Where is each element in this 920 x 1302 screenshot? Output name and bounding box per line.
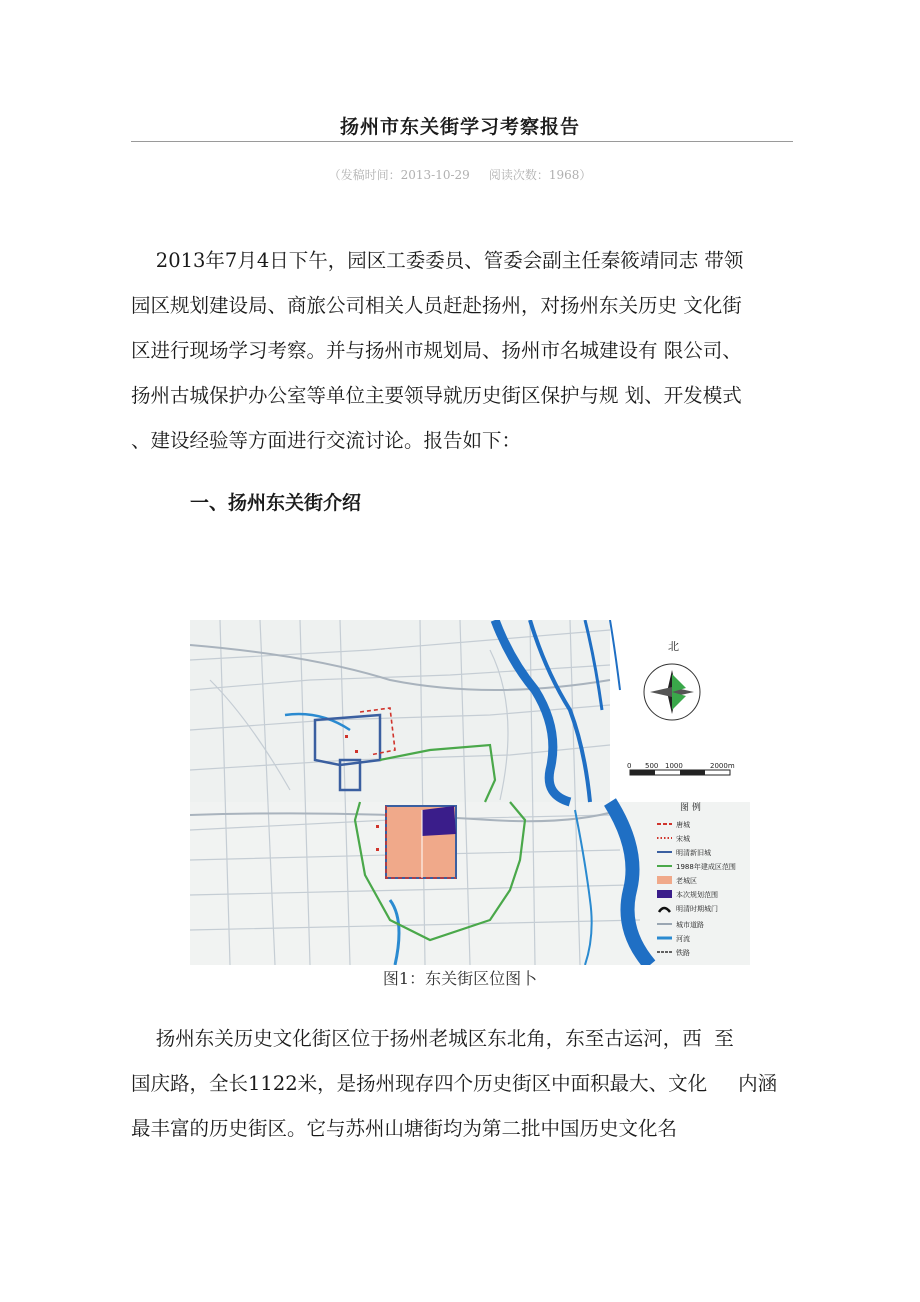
figure-caption: 图1：东关街区位图卜 [382, 969, 538, 988]
paragraph-line: 园区规划建设局、商旅公司相关人员赶赴扬州，对扬州东关历史 文化街 [131, 294, 742, 317]
legend-item: 宋城 [676, 835, 690, 843]
paragraph-line: 国庆路，全长1122米，是扬州现存四个历史街区中面积最大、文化 内涵 [131, 1072, 778, 1095]
publish-meta: （发稿时间：2013-10-29 阅读次数：1968） [328, 168, 592, 182]
paragraph-line: 2013年7月4日下午，园区工委委员、管委会副主任秦筱靖同志 带领 [131, 249, 744, 272]
legend-item: 老城区 [676, 877, 697, 885]
paragraph-line: 最丰富的历史街区。它与苏州山塘街均为第二批中国历史文化名 [131, 1117, 678, 1140]
scale-label: 2000m [710, 762, 735, 770]
legend-item: 铁路 [676, 949, 690, 957]
location-map [190, 620, 750, 965]
legend-title: 图 例 [680, 803, 701, 813]
north-arrow [644, 664, 700, 720]
paragraph-line: 扬州古城保护办公室等单位主要领导就历史街区保护与规 划、开发模式 [131, 384, 742, 407]
legend-item: 本次规划范围 [676, 891, 718, 899]
document-title: 扬州市东关街学习考察报告 [339, 116, 580, 138]
scale-bar [630, 770, 730, 775]
scale-label: 0 [627, 762, 632, 770]
scale-label: 1000 [665, 762, 683, 770]
paragraph-line: 、建设经验等方面进行交流讨论。报告如下： [131, 429, 522, 452]
paragraph-line: 扬州东关历史文化街区位于扬州老城区东北角，东至古运河，西 至 [131, 1027, 734, 1050]
legend-item: 明清时期城门 [676, 905, 718, 913]
location-map-figure [190, 620, 750, 965]
paragraph-line: 区进行现场学习考察。并与扬州市规划局、扬州市名城建设有 限公司、 [131, 339, 742, 362]
section-heading: 一、扬州东关街介绍 [190, 492, 362, 514]
legend-item: 明清新旧城 [676, 849, 711, 857]
scale-label: 500 [645, 762, 659, 770]
north-label: 北 [668, 640, 679, 653]
legend-item: 唐城 [676, 821, 690, 829]
legend-item: 城市道路 [676, 921, 704, 929]
legend-item: 河流 [676, 935, 690, 943]
plan-area [422, 806, 456, 836]
title-divider [131, 141, 793, 142]
body-paragraph [131, 1016, 811, 1151]
legend-item: 1988年建成区范围 [676, 863, 736, 871]
intro-paragraph [131, 238, 811, 463]
